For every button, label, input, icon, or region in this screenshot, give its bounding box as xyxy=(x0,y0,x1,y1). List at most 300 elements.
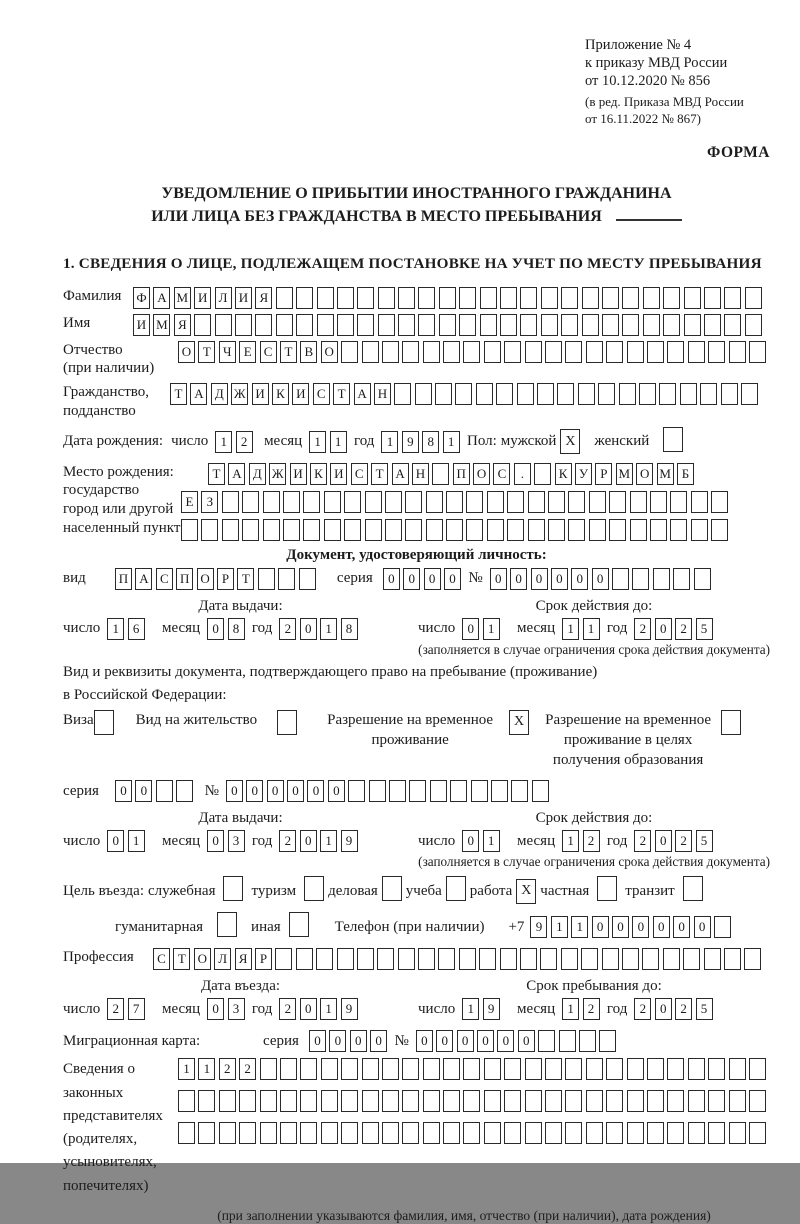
rvp-issue-year-cells[interactable] xyxy=(279,830,361,852)
form-cell[interactable]: 9 xyxy=(530,916,547,938)
form-cell[interactable]: 0 xyxy=(135,780,152,802)
form-cell[interactable] xyxy=(525,341,542,363)
form-cell[interactable] xyxy=(749,1122,766,1144)
form-cell[interactable]: 2 xyxy=(239,1058,256,1080)
form-cell[interactable] xyxy=(589,519,606,541)
form-cell[interactable] xyxy=(708,1090,725,1112)
rvp-issue-month-cells[interactable] xyxy=(207,830,248,852)
form-cell[interactable]: 0 xyxy=(490,568,507,590)
form-cell[interactable] xyxy=(409,780,426,802)
form-cell[interactable]: И xyxy=(292,383,309,405)
form-cell[interactable] xyxy=(586,1058,603,1080)
form-cell[interactable] xyxy=(276,314,293,336)
form-cell[interactable] xyxy=(438,948,455,970)
form-cell[interactable] xyxy=(602,948,619,970)
form-cell[interactable] xyxy=(382,1058,399,1080)
form-cell[interactable] xyxy=(357,314,374,336)
form-cell[interactable]: 0 xyxy=(300,618,317,640)
form-cell[interactable] xyxy=(402,341,419,363)
form-cell[interactable] xyxy=(745,314,762,336)
form-cell[interactable] xyxy=(181,519,198,541)
form-cell[interactable] xyxy=(239,1090,256,1112)
form-cell[interactable] xyxy=(439,287,456,309)
form-cell[interactable]: Т xyxy=(198,341,215,363)
form-cell[interactable]: П xyxy=(453,463,470,485)
form-cell[interactable]: Т xyxy=(170,383,187,405)
form-cell[interactable] xyxy=(484,341,501,363)
form-cell[interactable] xyxy=(507,491,524,513)
birth-day-cells[interactable] xyxy=(215,431,256,453)
form-cell[interactable] xyxy=(619,383,636,405)
form-cell[interactable]: 3 xyxy=(228,998,245,1020)
form-cell[interactable] xyxy=(721,710,741,735)
form-cell[interactable] xyxy=(341,341,358,363)
form-cell[interactable] xyxy=(708,1058,725,1080)
form-cell[interactable]: X xyxy=(509,710,529,735)
form-cell[interactable] xyxy=(423,1122,440,1144)
form-cell[interactable] xyxy=(557,383,574,405)
form-cell[interactable] xyxy=(402,1122,419,1144)
form-cell[interactable] xyxy=(423,1090,440,1112)
form-cell[interactable] xyxy=(398,948,415,970)
form-cell[interactable] xyxy=(724,948,741,970)
form-cell[interactable]: 9 xyxy=(483,998,500,1020)
form-cell[interactable] xyxy=(704,314,721,336)
form-cell[interactable] xyxy=(627,1122,644,1144)
form-cell[interactable]: М xyxy=(174,287,191,309)
form-cell[interactable] xyxy=(344,491,361,513)
form-cell[interactable] xyxy=(622,948,639,970)
form-cell[interactable]: А xyxy=(153,287,170,309)
form-cell[interactable]: 0 xyxy=(226,780,243,802)
form-cell[interactable]: 9 xyxy=(402,431,419,453)
form-cell[interactable] xyxy=(688,1122,705,1144)
form-cell[interactable] xyxy=(365,491,382,513)
form-cell[interactable]: С xyxy=(313,383,330,405)
migration-series-cells[interactable] xyxy=(309,1030,391,1052)
form-cell[interactable] xyxy=(741,383,758,405)
form-cell[interactable] xyxy=(663,948,680,970)
form-cell[interactable] xyxy=(443,1058,460,1080)
doc-series-cells[interactable] xyxy=(383,568,465,590)
stay-day-cells[interactable] xyxy=(462,998,503,1020)
guardians-row1-cells[interactable] xyxy=(178,1058,769,1080)
form-cell[interactable] xyxy=(565,1122,582,1144)
form-cell[interactable] xyxy=(632,568,649,590)
form-cell[interactable] xyxy=(317,314,334,336)
form-cell[interactable] xyxy=(303,491,320,513)
form-cell[interactable]: 0 xyxy=(403,568,420,590)
form-cell[interactable] xyxy=(504,341,521,363)
form-cell[interactable] xyxy=(538,1030,555,1052)
form-cell[interactable] xyxy=(627,1058,644,1080)
form-cell[interactable] xyxy=(337,287,354,309)
visa-checkbox[interactable] xyxy=(94,710,114,740)
form-cell[interactable] xyxy=(520,287,537,309)
form-cell[interactable] xyxy=(643,314,660,336)
form-cell[interactable]: К xyxy=(272,383,289,405)
form-cell[interactable] xyxy=(559,1030,576,1052)
form-cell[interactable]: 0 xyxy=(457,1030,474,1052)
form-cell[interactable] xyxy=(365,519,382,541)
form-cell[interactable] xyxy=(537,383,554,405)
form-cell[interactable] xyxy=(423,1058,440,1080)
guardians-row3-cells[interactable] xyxy=(178,1122,769,1144)
birth-place-row2-cells[interactable] xyxy=(181,491,732,513)
form-cell[interactable] xyxy=(561,314,578,336)
form-cell[interactable] xyxy=(378,314,395,336)
form-cell[interactable] xyxy=(280,1058,297,1080)
form-cell[interactable]: 2 xyxy=(634,618,651,640)
form-cell[interactable]: Н xyxy=(374,383,391,405)
form-cell[interactable] xyxy=(242,491,259,513)
form-cell[interactable]: 1 xyxy=(462,998,479,1020)
form-cell[interactable] xyxy=(317,287,334,309)
form-cell[interactable] xyxy=(511,780,528,802)
form-cell[interactable]: 0 xyxy=(655,830,672,852)
form-cell[interactable] xyxy=(545,341,562,363)
form-cell[interactable] xyxy=(156,780,173,802)
form-cell[interactable] xyxy=(700,383,717,405)
form-cell[interactable]: Я xyxy=(174,314,191,336)
form-cell[interactable]: 5 xyxy=(696,998,713,1020)
form-cell[interactable]: Ж xyxy=(231,383,248,405)
form-cell[interactable]: 0 xyxy=(444,568,461,590)
form-cell[interactable]: 0 xyxy=(424,568,441,590)
rvp-expiry-year-cells[interactable] xyxy=(634,830,716,852)
form-cell[interactable] xyxy=(316,948,333,970)
form-cell[interactable] xyxy=(296,314,313,336)
form-cell[interactable] xyxy=(525,1122,542,1144)
form-cell[interactable] xyxy=(415,383,432,405)
form-cell[interactable]: К xyxy=(310,463,327,485)
form-cell[interactable]: И xyxy=(252,383,269,405)
form-cell[interactable] xyxy=(525,1058,542,1080)
purpose-private-checkbox[interactable] xyxy=(597,876,617,906)
form-cell[interactable] xyxy=(602,314,619,336)
form-cell[interactable] xyxy=(321,1122,338,1144)
doc-issue-month-cells[interactable] xyxy=(207,618,248,640)
form-cell[interactable] xyxy=(663,287,680,309)
form-cell[interactable]: 1 xyxy=(215,431,232,453)
form-cell[interactable]: Р xyxy=(255,948,272,970)
form-cell[interactable] xyxy=(337,314,354,336)
form-cell[interactable]: И xyxy=(194,287,211,309)
form-cell[interactable] xyxy=(283,491,300,513)
form-cell[interactable]: 2 xyxy=(279,998,296,1020)
form-cell[interactable]: Я xyxy=(235,948,252,970)
form-cell[interactable] xyxy=(670,491,687,513)
form-cell[interactable]: 0 xyxy=(350,1030,367,1052)
form-cell[interactable]: 0 xyxy=(673,916,690,938)
form-cell[interactable] xyxy=(606,1090,623,1112)
form-cell[interactable] xyxy=(650,491,667,513)
form-cell[interactable] xyxy=(683,876,703,901)
form-cell[interactable] xyxy=(385,519,402,541)
form-cell[interactable] xyxy=(402,1058,419,1080)
name-cells[interactable] xyxy=(133,314,765,336)
form-cell[interactable]: 5 xyxy=(696,618,713,640)
form-cell[interactable] xyxy=(304,876,324,901)
form-cell[interactable]: О xyxy=(197,568,214,590)
form-cell[interactable]: М xyxy=(616,463,633,485)
form-cell[interactable]: А xyxy=(392,463,409,485)
form-cell[interactable]: 8 xyxy=(228,618,245,640)
form-cell[interactable] xyxy=(627,341,644,363)
form-cell[interactable] xyxy=(463,1058,480,1080)
form-cell[interactable]: Ч xyxy=(219,341,236,363)
form-cell[interactable] xyxy=(299,568,316,590)
form-cell[interactable] xyxy=(561,287,578,309)
form-cell[interactable] xyxy=(653,568,670,590)
form-cell[interactable] xyxy=(642,948,659,970)
form-cell[interactable] xyxy=(178,1090,195,1112)
form-cell[interactable]: X xyxy=(560,429,580,454)
form-cell[interactable]: 1 xyxy=(571,916,588,938)
form-cell[interactable]: Л xyxy=(214,948,231,970)
form-cell[interactable] xyxy=(223,876,243,901)
form-cell[interactable] xyxy=(382,341,399,363)
form-cell[interactable] xyxy=(455,383,472,405)
form-cell[interactable] xyxy=(324,519,341,541)
form-cell[interactable] xyxy=(198,1122,215,1144)
rvp-issue-day-cells[interactable] xyxy=(107,830,148,852)
form-cell[interactable]: 1 xyxy=(178,1058,195,1080)
form-cell[interactable] xyxy=(484,1122,501,1144)
form-cell[interactable]: 2 xyxy=(107,998,124,1020)
form-cell[interactable] xyxy=(484,1090,501,1112)
form-cell[interactable]: 1 xyxy=(128,830,145,852)
form-cell[interactable]: 1 xyxy=(198,1058,215,1080)
form-cell[interactable]: 9 xyxy=(341,998,358,1020)
form-cell[interactable]: Р xyxy=(595,463,612,485)
form-cell[interactable]: 1 xyxy=(107,618,124,640)
form-cell[interactable]: 2 xyxy=(634,998,651,1020)
form-cell[interactable] xyxy=(275,948,292,970)
form-cell[interactable] xyxy=(729,341,746,363)
purpose-study-checkbox[interactable] xyxy=(446,876,466,906)
form-cell[interactable] xyxy=(303,519,320,541)
form-cell[interactable]: 1 xyxy=(309,431,326,453)
form-cell[interactable] xyxy=(541,287,558,309)
form-cell[interactable] xyxy=(398,314,415,336)
form-cell[interactable]: Е xyxy=(181,491,198,513)
form-cell[interactable] xyxy=(255,314,272,336)
form-cell[interactable] xyxy=(362,1122,379,1144)
surname-cells[interactable] xyxy=(133,287,765,309)
form-cell[interactable] xyxy=(258,568,275,590)
sex-male-checkbox[interactable] xyxy=(560,429,580,454)
form-cell[interactable] xyxy=(362,1058,379,1080)
form-cell[interactable]: 0 xyxy=(370,1030,387,1052)
form-cell[interactable] xyxy=(198,1090,215,1112)
form-cell[interactable] xyxy=(586,1122,603,1144)
form-cell[interactable] xyxy=(565,1090,582,1112)
form-cell[interactable]: 0 xyxy=(497,1030,514,1052)
form-cell[interactable]: 0 xyxy=(287,780,304,802)
form-cell[interactable] xyxy=(405,491,422,513)
form-cell[interactable] xyxy=(194,314,211,336)
form-cell[interactable]: Т xyxy=(371,463,388,485)
form-cell[interactable] xyxy=(545,1122,562,1144)
form-cell[interactable] xyxy=(500,948,517,970)
form-cell[interactable] xyxy=(443,1090,460,1112)
form-cell[interactable]: 1 xyxy=(551,916,568,938)
form-cell[interactable] xyxy=(357,948,374,970)
form-cell[interactable] xyxy=(215,314,232,336)
form-cell[interactable] xyxy=(598,383,615,405)
form-cell[interactable] xyxy=(324,491,341,513)
form-cell[interactable]: 2 xyxy=(236,431,253,453)
form-cell[interactable] xyxy=(694,568,711,590)
form-cell[interactable]: В xyxy=(300,341,317,363)
doc-number-cells[interactable] xyxy=(490,568,714,590)
form-cell[interactable]: 0 xyxy=(307,780,324,802)
form-cell[interactable] xyxy=(579,1030,596,1052)
form-cell[interactable] xyxy=(283,519,300,541)
form-cell[interactable] xyxy=(528,519,545,541)
form-cell[interactable] xyxy=(369,780,386,802)
form-cell[interactable]: З xyxy=(201,491,218,513)
form-cell[interactable]: 0 xyxy=(592,916,609,938)
form-cell[interactable] xyxy=(176,780,193,802)
form-cell[interactable]: 1 xyxy=(320,830,337,852)
profession-cells[interactable] xyxy=(153,948,765,970)
form-cell[interactable] xyxy=(667,1058,684,1080)
form-cell[interactable]: 2 xyxy=(675,998,692,1020)
form-cell[interactable] xyxy=(582,314,599,336)
form-cell[interactable] xyxy=(647,341,664,363)
form-cell[interactable] xyxy=(337,948,354,970)
form-cell[interactable]: 2 xyxy=(219,1058,236,1080)
form-cell[interactable] xyxy=(239,1122,256,1144)
form-cell[interactable] xyxy=(568,519,585,541)
form-cell[interactable]: 0 xyxy=(207,618,224,640)
form-cell[interactable]: У xyxy=(575,463,592,485)
form-cell[interactable] xyxy=(745,287,762,309)
form-cell[interactable] xyxy=(708,341,725,363)
form-cell[interactable]: Е xyxy=(239,341,256,363)
form-cell[interactable] xyxy=(487,519,504,541)
form-cell[interactable] xyxy=(504,1122,521,1144)
form-cell[interactable]: 0 xyxy=(107,830,124,852)
form-cell[interactable] xyxy=(643,287,660,309)
temp-residence-education-checkbox[interactable] xyxy=(721,710,741,740)
form-cell[interactable]: 0 xyxy=(655,618,672,640)
form-cell[interactable]: 9 xyxy=(341,830,358,852)
form-cell[interactable] xyxy=(296,948,313,970)
form-cell[interactable]: С xyxy=(260,341,277,363)
form-cell[interactable] xyxy=(540,948,557,970)
form-cell[interactable]: 1 xyxy=(330,431,347,453)
form-cell[interactable] xyxy=(443,1122,460,1144)
form-cell[interactable]: Я xyxy=(255,287,272,309)
form-cell[interactable] xyxy=(708,1122,725,1144)
form-cell[interactable]: 2 xyxy=(634,830,651,852)
form-cell[interactable]: 0 xyxy=(653,916,670,938)
form-cell[interactable] xyxy=(484,1058,501,1080)
form-cell[interactable] xyxy=(663,314,680,336)
form-cell[interactable] xyxy=(432,463,449,485)
form-cell[interactable] xyxy=(487,491,504,513)
form-cell[interactable]: 1 xyxy=(562,830,579,852)
form-cell[interactable] xyxy=(724,314,741,336)
purpose-humanitarian-checkbox[interactable] xyxy=(217,912,237,942)
form-cell[interactable]: 2 xyxy=(583,830,600,852)
form-cell[interactable] xyxy=(300,1090,317,1112)
form-cell[interactable] xyxy=(650,519,667,541)
form-cell[interactable] xyxy=(639,383,656,405)
form-cell[interactable] xyxy=(647,1122,664,1144)
form-cell[interactable]: 6 xyxy=(128,618,145,640)
form-cell[interactable] xyxy=(341,1058,358,1080)
form-cell[interactable] xyxy=(612,568,629,590)
form-cell[interactable] xyxy=(517,383,534,405)
form-cell[interactable]: 0 xyxy=(246,780,263,802)
form-cell[interactable] xyxy=(504,1090,521,1112)
stay-year-cells[interactable] xyxy=(634,998,716,1020)
form-cell[interactable] xyxy=(714,916,731,938)
form-cell[interactable]: 0 xyxy=(612,916,629,938)
form-cell[interactable] xyxy=(378,287,395,309)
purpose-work-checkbox[interactable] xyxy=(516,879,536,904)
form-cell[interactable]: 0 xyxy=(531,568,548,590)
form-cell[interactable] xyxy=(729,1058,746,1080)
form-cell[interactable] xyxy=(729,1090,746,1112)
form-cell[interactable] xyxy=(545,1090,562,1112)
form-cell[interactable] xyxy=(663,427,683,452)
form-cell[interactable] xyxy=(426,491,443,513)
form-cell[interactable]: П xyxy=(176,568,193,590)
form-cell[interactable] xyxy=(418,948,435,970)
residence-permit-checkbox[interactable] xyxy=(277,710,297,740)
form-cell[interactable]: 0 xyxy=(115,780,132,802)
form-cell[interactable] xyxy=(217,912,237,937)
form-cell[interactable] xyxy=(385,491,402,513)
form-cell[interactable] xyxy=(520,948,537,970)
entry-month-cells[interactable] xyxy=(207,998,248,1020)
form-cell[interactable]: . xyxy=(514,463,531,485)
form-cell[interactable] xyxy=(673,568,690,590)
form-cell[interactable] xyxy=(606,1122,623,1144)
form-cell[interactable] xyxy=(545,1058,562,1080)
form-cell[interactable]: Ф xyxy=(133,287,150,309)
form-cell[interactable] xyxy=(744,948,761,970)
form-cell[interactable] xyxy=(278,568,295,590)
form-cell[interactable]: 2 xyxy=(279,618,296,640)
form-cell[interactable] xyxy=(659,383,676,405)
form-cell[interactable] xyxy=(688,1090,705,1112)
form-cell[interactable]: 0 xyxy=(383,568,400,590)
form-cell[interactable]: О xyxy=(194,948,211,970)
form-cell[interactable] xyxy=(222,519,239,541)
form-cell[interactable] xyxy=(749,1090,766,1112)
form-cell[interactable] xyxy=(242,519,259,541)
form-cell[interactable] xyxy=(561,948,578,970)
form-cell[interactable] xyxy=(344,519,361,541)
form-cell[interactable]: 0 xyxy=(267,780,284,802)
form-cell[interactable] xyxy=(405,519,422,541)
rvp-number-cells[interactable] xyxy=(226,780,552,802)
form-cell[interactable]: X xyxy=(516,879,536,904)
purpose-transit-checkbox[interactable] xyxy=(683,876,703,906)
form-cell[interactable]: 1 xyxy=(381,431,398,453)
doc-expiry-day-cells[interactable] xyxy=(462,618,503,640)
doc-issue-day-cells[interactable] xyxy=(107,618,148,640)
form-cell[interactable]: 0 xyxy=(436,1030,453,1052)
form-cell[interactable] xyxy=(532,780,549,802)
purpose-tourism-checkbox[interactable] xyxy=(304,876,324,906)
